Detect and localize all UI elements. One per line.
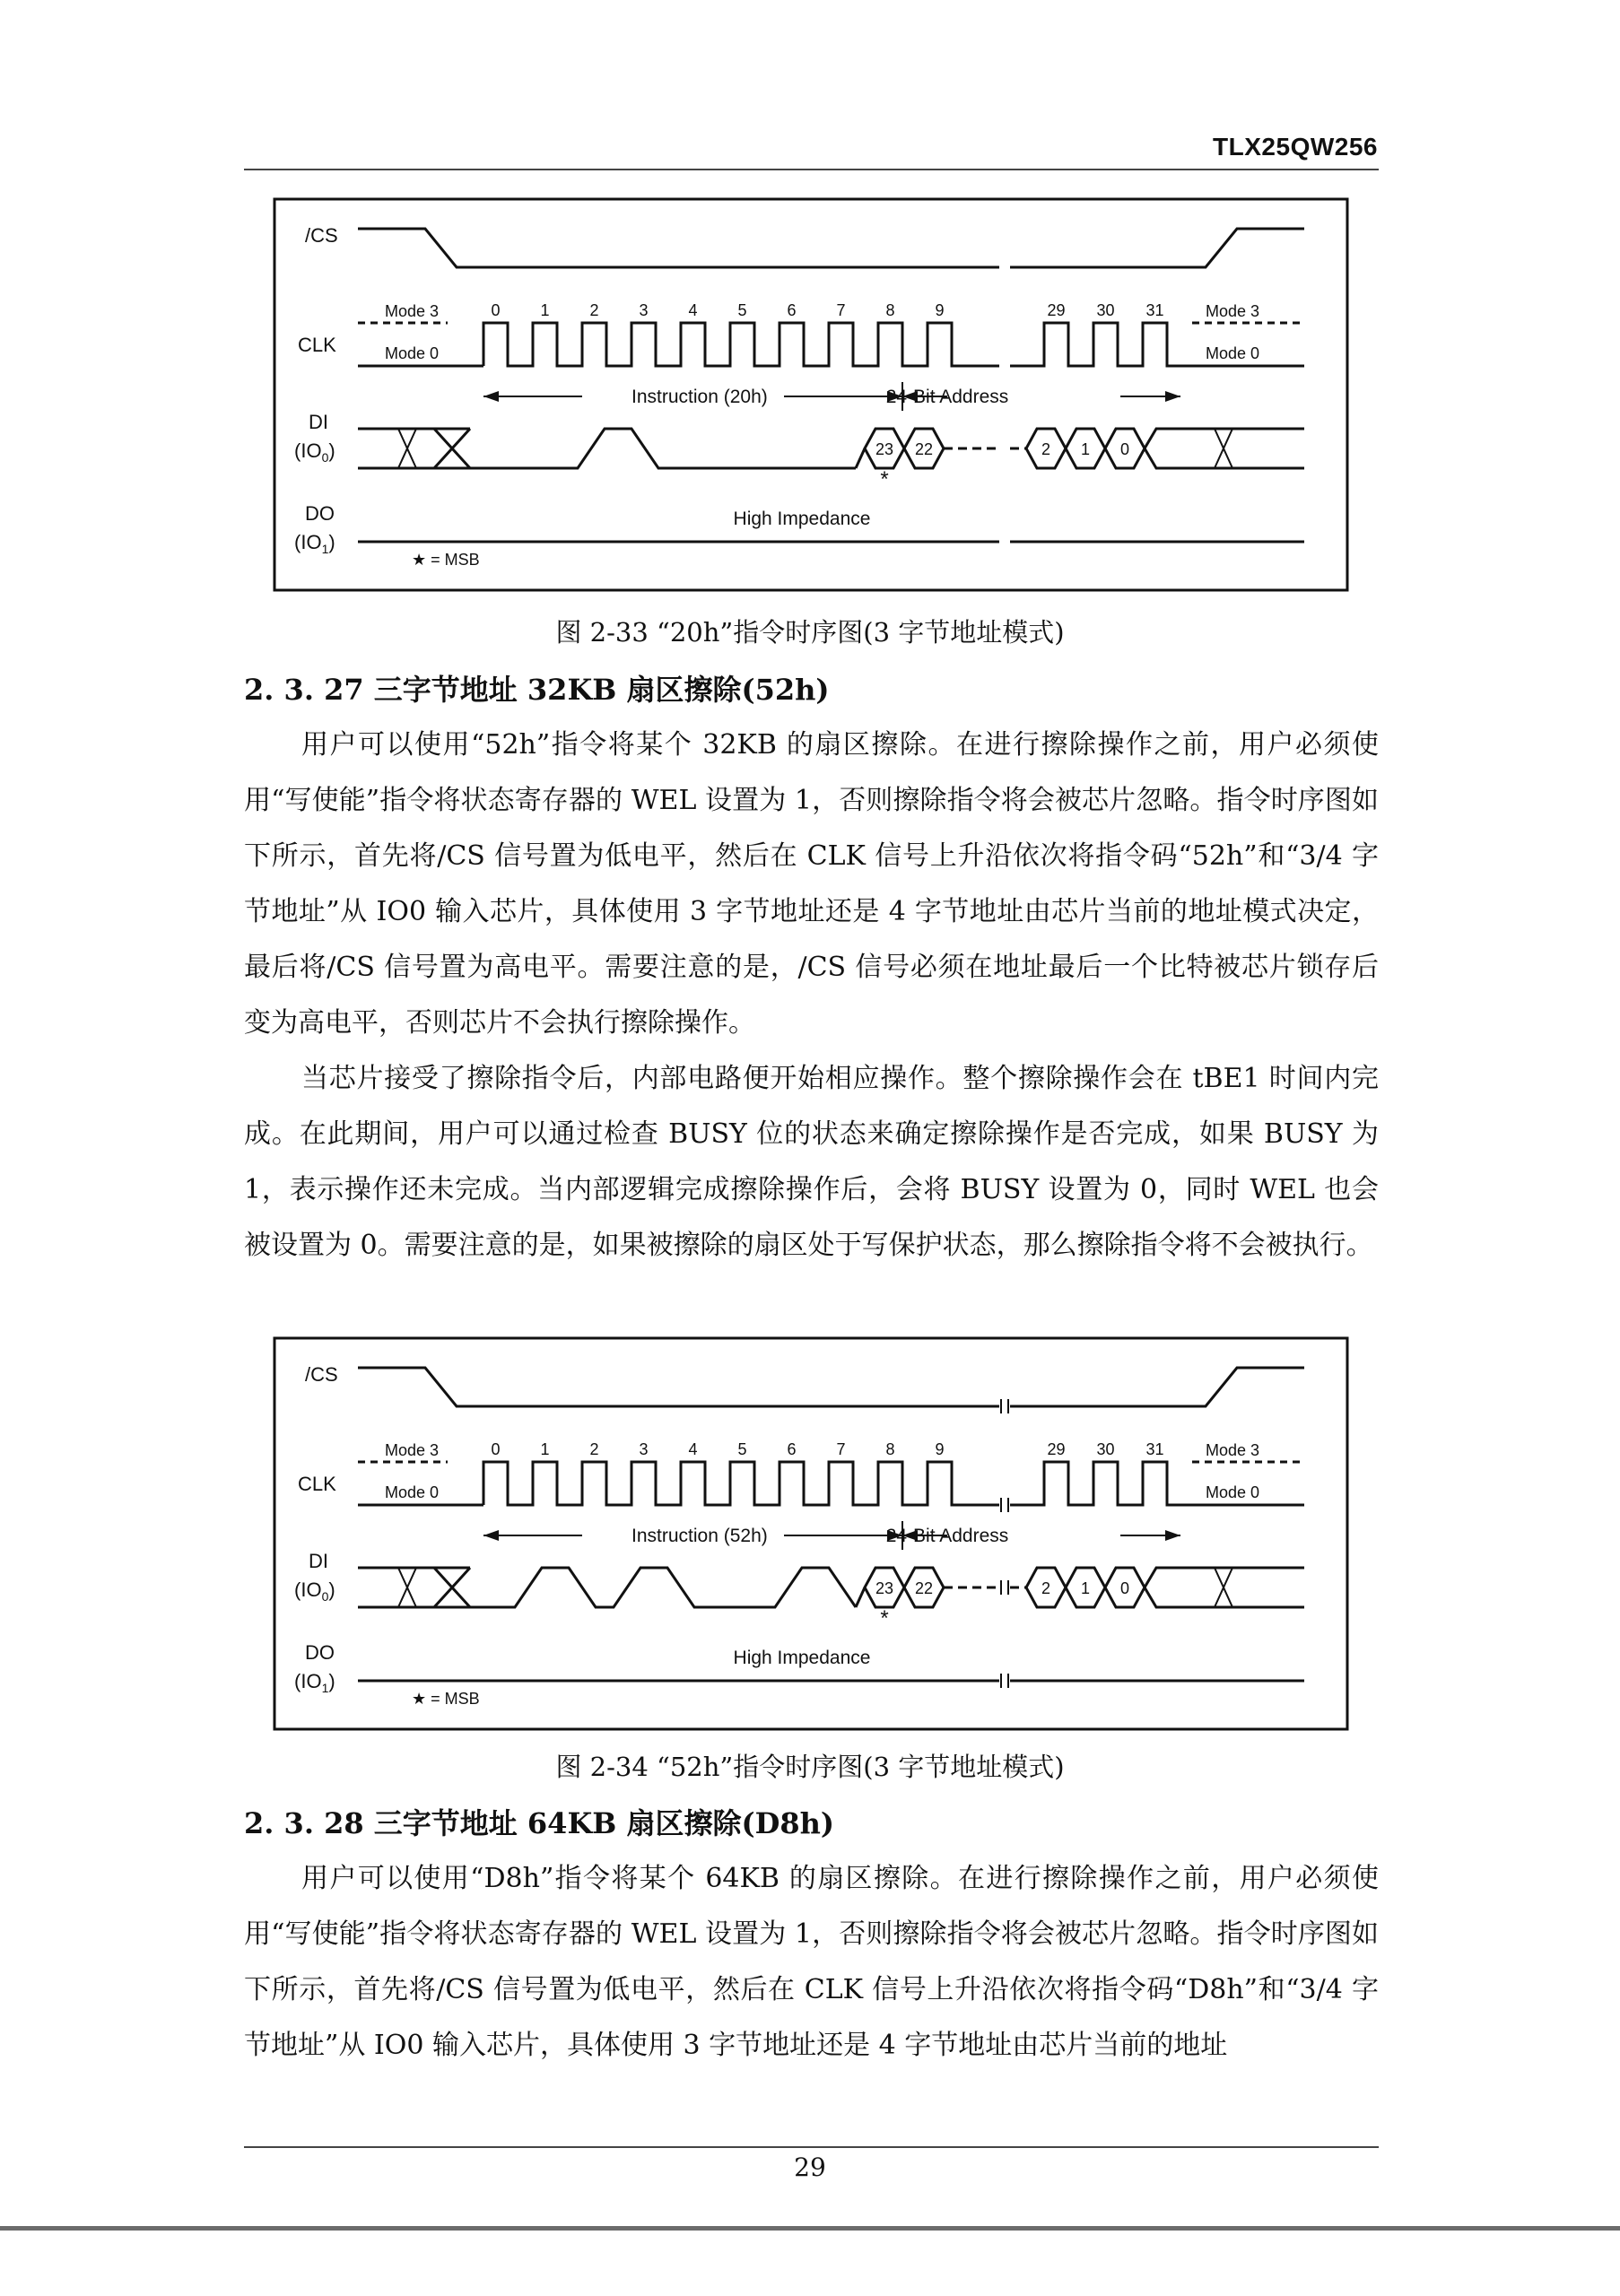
clock-number: 1 xyxy=(540,1440,550,1458)
clock-number: 6 xyxy=(787,1440,797,1458)
do-io-text: (IO xyxy=(294,1670,322,1692)
clock-number: 0 xyxy=(491,301,501,319)
diagram-frame xyxy=(274,1338,1347,1729)
clock-number: 31 xyxy=(1145,301,1164,319)
do-label: DO xyxy=(305,502,335,525)
instruction-label: Instruction (20h) xyxy=(631,387,768,407)
clock-number: 3 xyxy=(639,1440,649,1458)
mode3-label: Mode 3 xyxy=(385,302,440,320)
section-heading-2-3-28: 2. 3. 28 三字节地址 64KB 扇区擦除(D8h) xyxy=(244,1806,835,1840)
clock-number: 4 xyxy=(688,301,698,319)
paragraph: 用户可以使用“D8h”指令将某个 64KB 的扇区擦除。在进行擦除操作之前，用户必须使用“写使能”指令将状态寄存器的 WEL 设置为 1，否则擦除指令将会被芯片忽略。指令时序图如下所示，首先将/CS 信号置为低电平，然后在 CLK 信号上升沿依次将指令码“D8h”和“3/4 字节地址”从 IO0 输入芯片，具体使用 3 字节地址还是 4 字节地址由芯片当前的地址 xyxy=(244,1863,1379,2061)
mode3-label: Mode 3 xyxy=(1206,302,1260,320)
address-bit-label: 2 xyxy=(1041,440,1051,458)
clock-number: 5 xyxy=(737,1440,747,1458)
di-waveform xyxy=(470,429,856,468)
clock-number: 5 xyxy=(737,301,747,319)
do-io-label xyxy=(294,531,335,556)
clock-number: 29 xyxy=(1047,1440,1066,1458)
mode0-label: Mode 0 xyxy=(1206,1483,1260,1501)
timing-diagram-svg xyxy=(273,197,1349,592)
cs-waveform xyxy=(358,1368,999,1406)
do-io-sub: 1 xyxy=(321,1681,329,1695)
address-bit-label: 0 xyxy=(1119,440,1130,458)
address-bit-label: 1 xyxy=(1080,440,1091,458)
clk-label: CLK xyxy=(298,334,336,356)
cs-label: /CS xyxy=(305,1363,338,1386)
do-label: DO xyxy=(305,1641,335,1664)
clock-number: 3 xyxy=(639,301,649,319)
clock-number: 4 xyxy=(688,1440,698,1458)
high-impedance-label: High Impedance xyxy=(733,1648,871,1668)
cs-waveform xyxy=(1010,1368,1304,1406)
cs-label: /CS xyxy=(305,224,338,247)
clock-number: 2 xyxy=(589,301,599,319)
di-io-label xyxy=(294,439,335,465)
clk-waveform xyxy=(483,323,999,366)
paragraph: 用户可以使用“52h”指令将某个 32KB 的扇区擦除。在进行擦除操作之前，用户必须使用“写使能”指令将状态寄存器的 WEL 设置为 1，否则擦除指令将会被芯片忽略。指令时序图如下所示，首先将/CS 信号置为低电平，然后在 CLK 信号上升沿依次将指令码“52h”和“3/4 字节地址”从 IO0 输入芯片，具体使用 3 字节地址还是 4 字节地址由芯片当前的地址模式决定，最后将/CS 信号置为高电平。需要注意的是，/CS 信号必须在地址最后一个比特被芯片锁存后变为高电平，否则芯片不会执行擦除操作。 xyxy=(244,729,1379,1039)
address-bit-label: 23 xyxy=(875,1579,894,1597)
figure-caption-2-33: 图 2-33 “20h”指令时序图(3 字节地址模式) xyxy=(555,617,1065,648)
address-bit-label: 22 xyxy=(914,440,934,458)
paragraph: 当芯片接受了擦除指令后，内部电路便开始相应操作。整个擦除操作会在 tBE1 时间内完成。在此期间，用户可以通过检查 BUSY 位的状态来确定擦除操作是否完成，如果 BUSY 为 1，表示操作还未完成。当内部逻辑完成擦除操作后，会将 BUSY 设置为 0，同时 WEL 也会被设置为 0。需要注意的是，如果被擦除的扇区处于写保护状态，那么擦除指令将不会被执行。 xyxy=(244,1063,1379,1261)
clock-number: 8 xyxy=(885,301,895,319)
instruction-arrow-left-head xyxy=(483,1530,499,1541)
address-label: 24-Bit Address xyxy=(885,387,1009,407)
di-waveform xyxy=(856,1587,865,1607)
section-heading-2-3-27: 2. 3. 27 三字节地址 32KB 扇区擦除(52h) xyxy=(244,673,830,707)
timing-diagram-20h xyxy=(273,197,1349,592)
clock-number: 9 xyxy=(935,301,945,319)
timing-diagram-svg xyxy=(273,1336,1349,1731)
do-io-sub: 1 xyxy=(321,542,329,556)
address-bit-label: 2 xyxy=(1041,1579,1051,1597)
mode3-label: Mode 3 xyxy=(385,1441,440,1459)
mode0-label: Mode 0 xyxy=(1206,344,1260,362)
clock-number: 7 xyxy=(836,301,846,319)
address-bit-label: 1 xyxy=(1080,1579,1091,1597)
address-arrow-right-head xyxy=(1165,1530,1180,1541)
di-io-text: (IO xyxy=(294,439,322,462)
document-header-title: TLX25QW256 xyxy=(1213,133,1378,161)
do-io-text: (IO xyxy=(294,531,322,553)
clock-number: 6 xyxy=(787,301,797,319)
address-label: 24-Bit Address xyxy=(885,1526,1009,1546)
di-waveform xyxy=(856,448,865,468)
address-bit-label: 22 xyxy=(914,1579,934,1597)
mode3-label: Mode 3 xyxy=(1206,1441,1260,1459)
instruction-arrow-left-head xyxy=(483,391,499,402)
clock-number: 0 xyxy=(491,1440,501,1458)
di-io-close: ) xyxy=(328,1578,335,1601)
di-waveform xyxy=(470,1568,856,1607)
do-io-close: ) xyxy=(328,1670,335,1692)
clk-waveform xyxy=(1010,323,1192,366)
di-label: DI xyxy=(309,1550,328,1572)
cs-waveform xyxy=(1010,229,1304,267)
clock-number: 7 xyxy=(836,1440,846,1458)
clock-number: 31 xyxy=(1145,1440,1164,1458)
instruction-label: Instruction (52h) xyxy=(631,1526,768,1546)
timing-diagram-52h xyxy=(273,1336,1349,1731)
di-io-text: (IO xyxy=(294,1578,322,1601)
clk-waveform xyxy=(483,1462,999,1505)
address-bit-label: 0 xyxy=(1119,1579,1130,1597)
clock-number: 2 xyxy=(589,1440,599,1458)
msb-star: * xyxy=(880,467,889,491)
clock-number: 8 xyxy=(885,1440,895,1458)
page-number: 29 xyxy=(794,2152,826,2182)
page-bottom-edge xyxy=(0,2226,1620,2296)
di-io-sub: 0 xyxy=(321,1589,329,1604)
di-io-close: ) xyxy=(328,439,335,462)
di-label: DI xyxy=(309,411,328,433)
header-rule xyxy=(244,169,1379,170)
address-arrow-right-head xyxy=(1165,391,1180,402)
clock-number: 30 xyxy=(1096,1440,1115,1458)
clk-waveform xyxy=(1010,1462,1192,1505)
clock-number: 30 xyxy=(1096,301,1115,319)
msb-note: ★ = MSB xyxy=(412,551,480,569)
footer-rule xyxy=(244,2146,1379,2148)
clock-number: 29 xyxy=(1047,301,1066,319)
diagram-frame xyxy=(274,199,1347,590)
high-impedance-label: High Impedance xyxy=(733,509,871,529)
cs-waveform xyxy=(358,229,999,267)
msb-star: * xyxy=(880,1606,889,1631)
address-bit-label: 23 xyxy=(875,440,894,458)
mode0-label: Mode 0 xyxy=(385,344,440,362)
msb-note: ★ = MSB xyxy=(412,1690,480,1708)
figure-caption-2-34: 图 2-34 “52h”指令时序图(3 字节地址模式) xyxy=(555,1752,1065,1782)
clk-label: CLK xyxy=(298,1473,336,1495)
mode0-label: Mode 0 xyxy=(385,1483,440,1501)
di-io-label xyxy=(294,1578,335,1604)
clock-number: 1 xyxy=(540,301,550,319)
do-io-close: ) xyxy=(328,531,335,553)
clock-number: 9 xyxy=(935,1440,945,1458)
do-io-label xyxy=(294,1670,335,1695)
di-io-sub: 0 xyxy=(321,450,329,465)
